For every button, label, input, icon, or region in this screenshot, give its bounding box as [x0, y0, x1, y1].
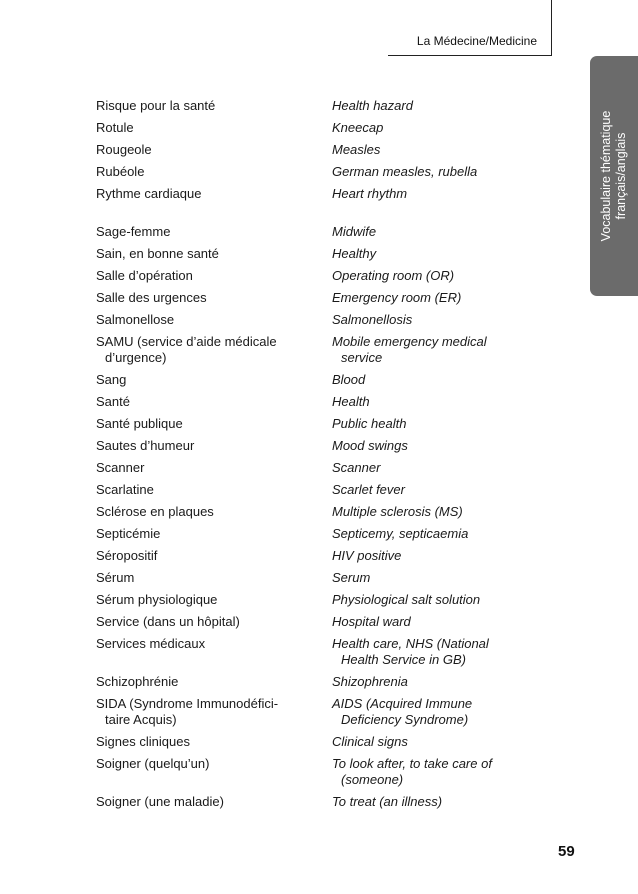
glossary-row	[96, 504, 536, 520]
english-term: Clinical signs	[332, 734, 408, 749]
glossary-row	[96, 372, 536, 388]
glossary-row	[96, 592, 536, 608]
french-term: Signes cliniques	[96, 734, 190, 749]
english-term: German measles, rubella	[332, 164, 478, 179]
french-term: Sclérose en plaques	[96, 504, 214, 519]
english-term-line-2: service	[341, 350, 383, 365]
thumb-index-line-1: Vocabulaire thématique	[599, 110, 613, 242]
glossary-row	[96, 268, 536, 284]
french-term: Scanner	[96, 460, 145, 475]
english-term-line-1: Mobile emergency medical	[332, 334, 487, 349]
english-term-line-2: (someone)	[341, 772, 404, 787]
english-term: Healthy	[332, 246, 377, 261]
french-term: Sérum physiologique	[96, 592, 218, 607]
french-term-line-2: d’urgence)	[105, 350, 167, 365]
french-term-line-2: taire Acquis)	[105, 712, 177, 727]
glossary-row	[96, 614, 536, 630]
french-term: Salle d’opération	[96, 268, 193, 283]
french-term: Rougeole	[96, 142, 152, 157]
french-term: Sautes d’humeur	[96, 438, 195, 453]
glossary-list	[96, 98, 536, 816]
english-term: Emergency room (ER)	[332, 290, 462, 305]
glossary-row	[96, 570, 536, 586]
english-term-line-2: Deficiency Syndrome)	[341, 712, 469, 727]
french-term: Service (dans un hôpital)	[96, 614, 240, 629]
glossary-row	[96, 438, 536, 454]
french-term: Santé publique	[96, 416, 183, 431]
english-term: Scarlet fever	[332, 482, 405, 497]
glossary-row	[96, 526, 536, 542]
french-term: Soigner (quelqu’un)	[96, 756, 210, 771]
thumb-index-line-2: français/anglais	[614, 132, 628, 220]
english-term: Health hazard	[332, 98, 413, 113]
english-term: Heart rhythm	[332, 186, 408, 201]
glossary-row	[96, 756, 536, 788]
glossary-row	[96, 186, 536, 202]
glossary-row	[96, 394, 536, 410]
english-term	[332, 756, 536, 788]
english-term: Multiple sclerosis (MS)	[332, 504, 463, 519]
french-term: Scarlatine	[96, 482, 154, 497]
french-term-line-1: SAMU (service d’aide médicale	[96, 334, 277, 349]
glossary-row	[96, 734, 536, 750]
english-term: Mood swings	[332, 438, 408, 453]
glossary-row	[96, 696, 536, 728]
french-term: Santé	[96, 394, 130, 409]
glossary-row	[96, 142, 536, 158]
english-term: Measles	[332, 142, 381, 157]
french-term: Séropositif	[96, 548, 158, 563]
english-term: Blood	[332, 372, 366, 387]
glossary-row	[96, 164, 536, 180]
french-term: Sage-femme	[96, 224, 171, 239]
french-term: Rotule	[96, 120, 134, 135]
glossary-row	[96, 334, 536, 366]
glossary-row	[96, 290, 536, 306]
french-term: Rubéole	[96, 164, 145, 179]
glossary-row	[96, 548, 536, 564]
glossary-row	[96, 636, 536, 668]
french-term: Sang	[96, 372, 127, 387]
header-horizontal-rule	[388, 55, 552, 56]
french-term: Soigner (une maladie)	[96, 794, 224, 809]
glossary-row	[96, 416, 536, 432]
glossary-row	[96, 120, 536, 136]
thumb-index-label	[599, 111, 629, 242]
english-term	[332, 696, 536, 728]
glossary-row	[96, 460, 536, 476]
glossary-row	[96, 674, 536, 690]
french-term-line-1: SIDA (Syndrome Immunodéfici-	[96, 696, 279, 711]
glossary-row	[96, 794, 536, 810]
french-term: Services médicaux	[96, 636, 206, 651]
french-term: Septicémie	[96, 526, 161, 541]
english-term-line-1: AIDS (Acquired Immune	[332, 696, 473, 711]
english-term-line-1: Health care, NHS (National	[332, 636, 489, 651]
french-term: Sérum	[96, 570, 135, 585]
english-term-line-2: Health Service in GB)	[341, 652, 466, 667]
thumb-index-tab	[590, 56, 638, 296]
english-term: Health	[332, 394, 370, 409]
french-term: Salmonellose	[96, 312, 175, 327]
english-term: Kneecap	[332, 120, 384, 135]
glossary-row	[96, 246, 536, 262]
glossary-row	[96, 482, 536, 498]
french-term: Salle des urgences	[96, 290, 207, 305]
english-term: HIV positive	[332, 548, 402, 563]
english-term: Septicemy, septicaemia	[332, 526, 469, 541]
header-vertical-rule	[551, 0, 552, 55]
running-header: La Médecine/Medicine	[416, 34, 537, 48]
english-term: Scanner	[332, 460, 381, 475]
english-term: Serum	[332, 570, 371, 585]
english-term: Midwife	[332, 224, 377, 239]
french-term: Sain, en bonne santé	[96, 246, 219, 261]
english-term: Physiological salt solution	[332, 592, 481, 607]
glossary-row	[96, 312, 536, 328]
glossary-row	[96, 98, 536, 114]
english-term: Hospital ward	[332, 614, 411, 629]
english-term: Public health	[332, 416, 407, 431]
french-term	[96, 334, 332, 366]
french-term	[96, 696, 332, 728]
french-term: Rythme cardiaque	[96, 186, 202, 201]
english-term: To treat (an illness)	[332, 794, 443, 809]
english-term	[332, 636, 536, 668]
glossary-row	[96, 224, 536, 240]
page-number: 59	[558, 843, 575, 860]
english-term: Operating room (OR)	[332, 268, 455, 283]
french-term: Risque pour la santé	[96, 98, 216, 113]
english-term-line-1: To look after, to take care of	[332, 756, 492, 771]
english-term: Salmonellosis	[332, 312, 413, 327]
english-term: Shizophrenia	[332, 674, 408, 689]
english-term	[332, 334, 536, 366]
french-term: Schizophrénie	[96, 674, 179, 689]
